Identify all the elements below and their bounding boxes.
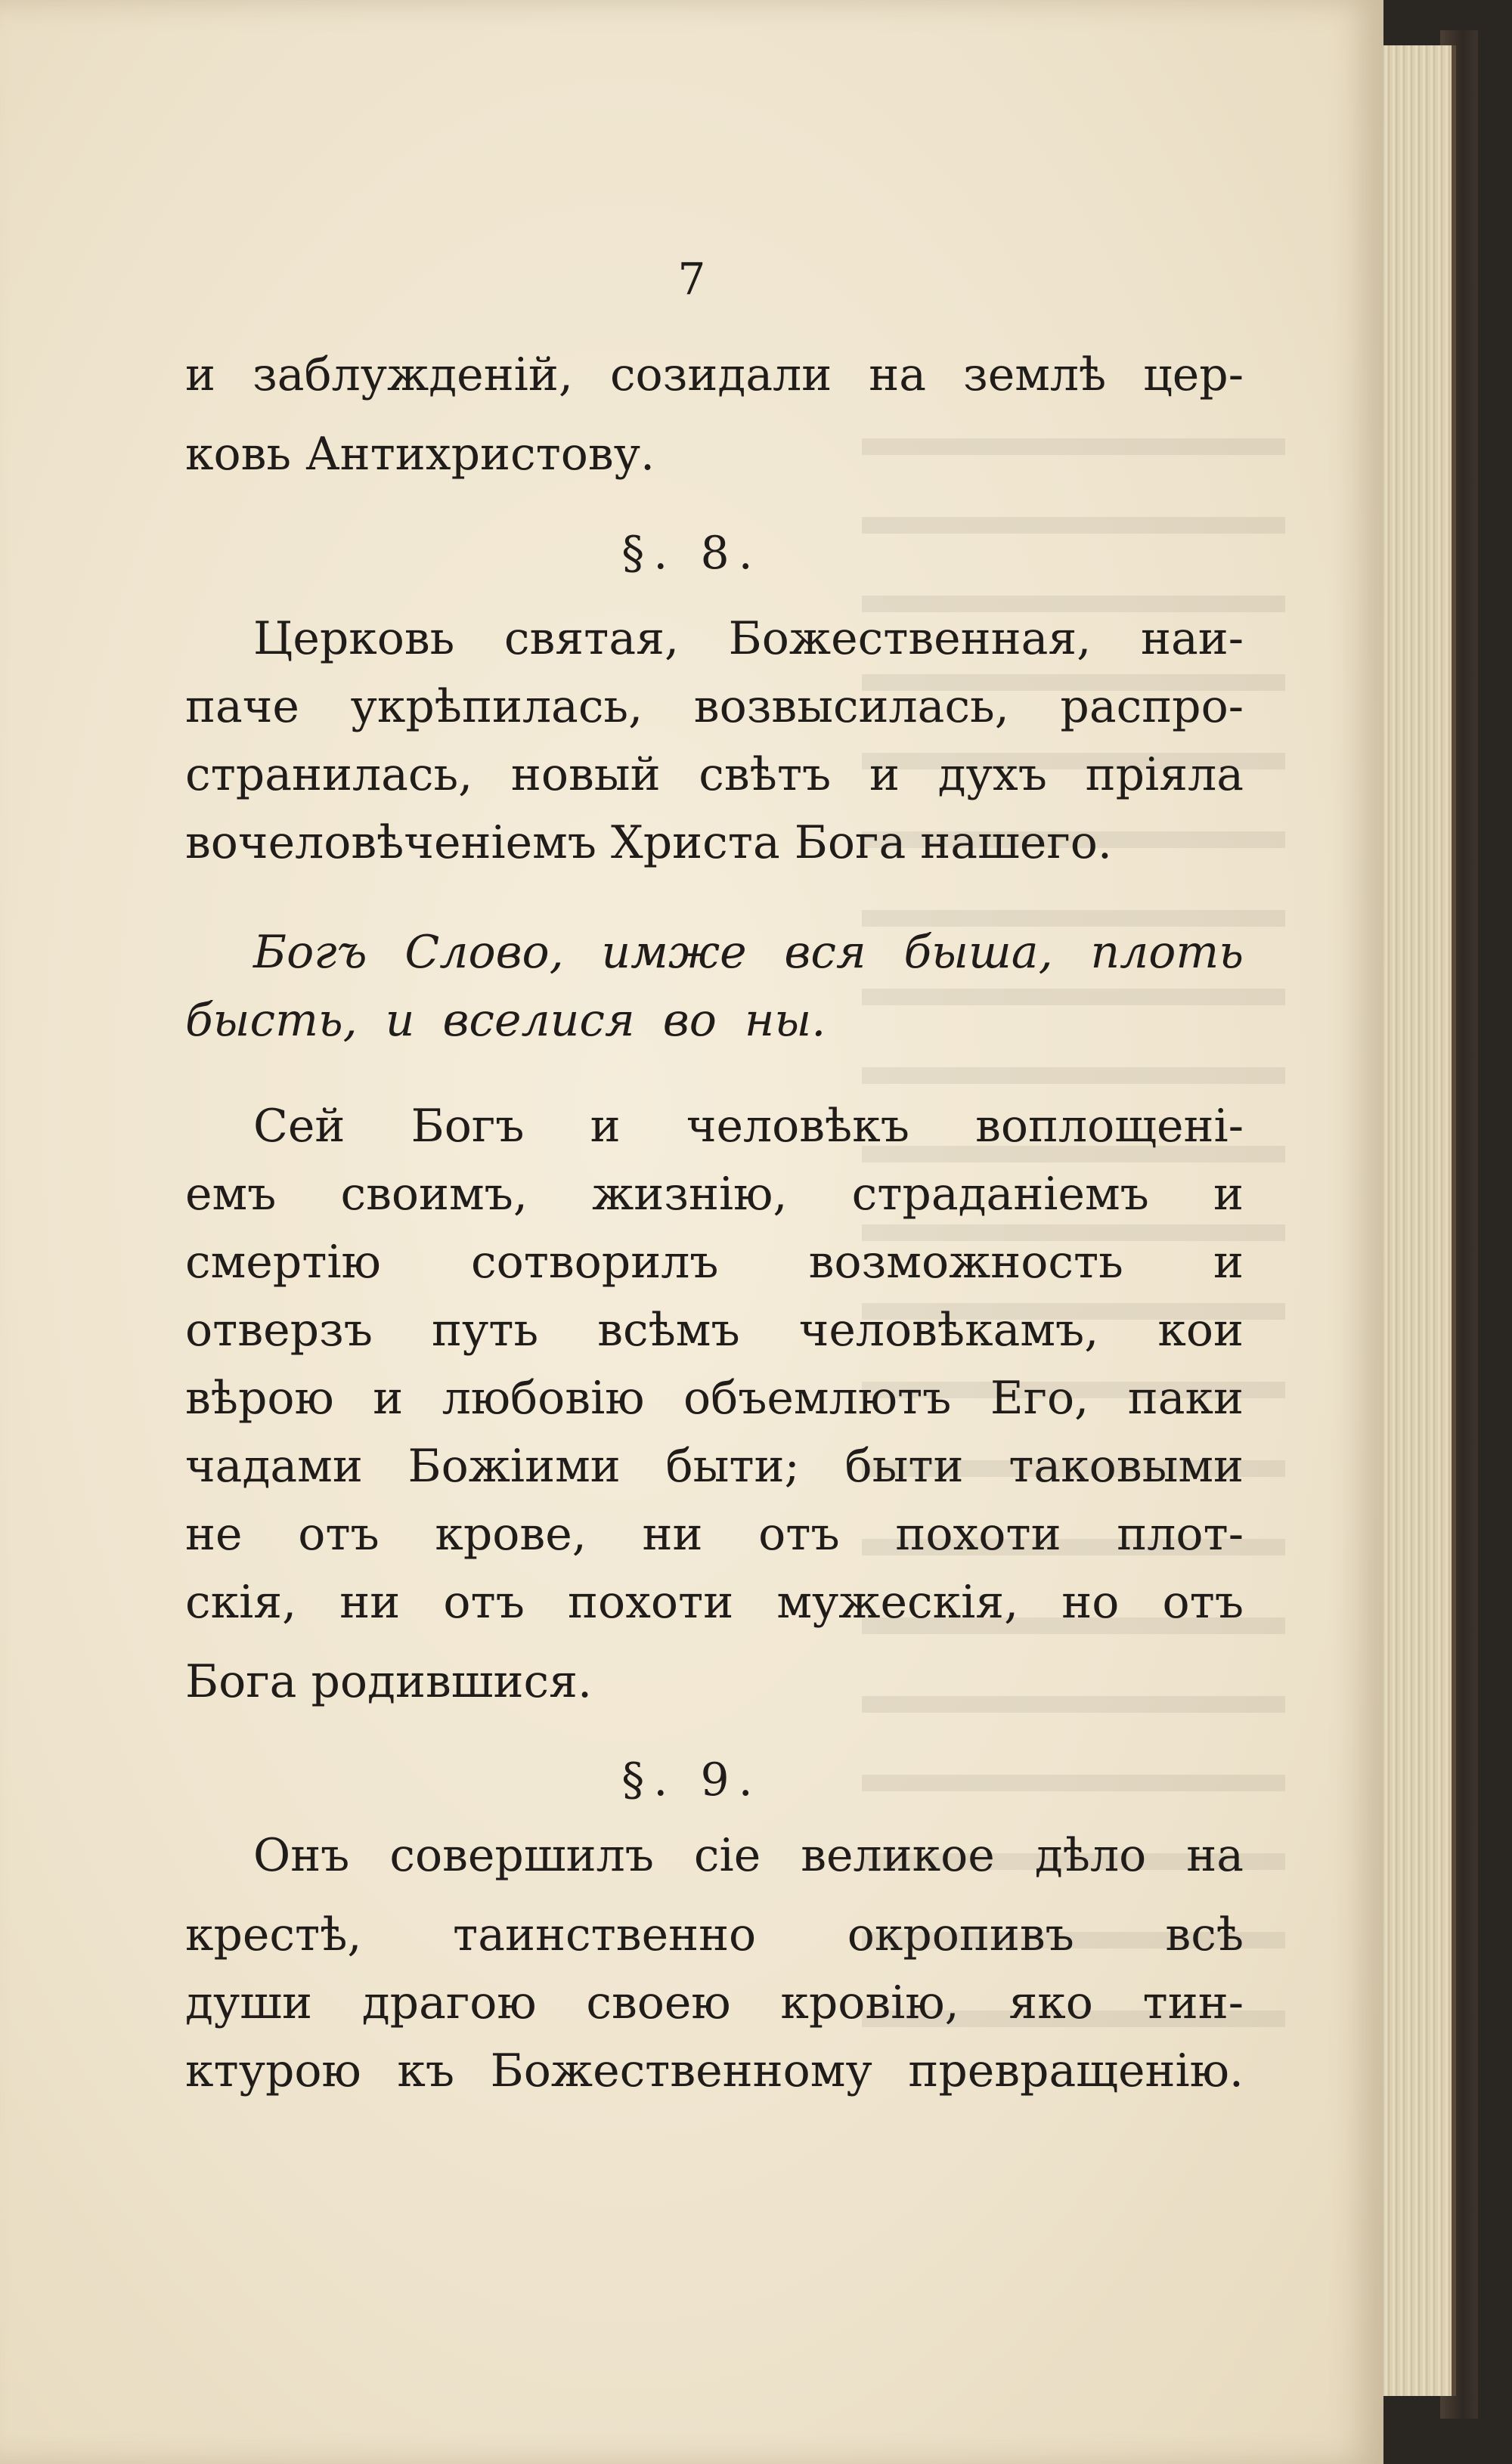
text-line: ктурою къ Божественному превращенію. [185,2045,1244,2097]
page-number: 7 [677,253,706,305]
italic-quote-line: Богъ Слово, имже вся быша, плоть [253,926,1244,979]
text-line: ковь Антихристову. [185,428,655,481]
section-heading: §. 9. [621,1754,762,1806]
text-line: скія, ни отъ похоти мужескія, но отъ [185,1576,1244,1629]
text-line: вѣрою и любовію объемлютъ Его, паки [185,1372,1244,1425]
text-line: вочеловѣченіемъ Христа Бога нашего. [185,816,1112,869]
text-line: странилась, новый свѣтъ и духъ пріяла [185,748,1244,801]
italic-quote-line: бысть, и вселися во ны. [185,994,826,1047]
section-heading: §. 8. [621,527,762,580]
text-line: чадами Божіими быти; быти таковыми [185,1440,1244,1493]
text-line: Сей Богъ и человѣкъ воплощені- [253,1100,1244,1153]
text-line: души драгою своею кровію, яко тин- [185,1976,1244,2029]
text-line: смертію сотворилъ возможность и [185,1236,1244,1289]
text-line: паче укрѣпилась, возвысилась, распро- [185,680,1244,733]
text-line: и заблужденій, созидали на землѣ цер- [185,348,1244,401]
text-line: отверзъ путь всѣмъ человѣкамъ, кои [185,1304,1244,1357]
text-line: крестѣ, таинственно окропивъ всѣ [185,1908,1244,1961]
text-line: Церковь святая, Божественная, наи- [253,612,1244,665]
text-line: Онъ совершилъ сіе великое дѣло на [253,1829,1244,1882]
text-line: емъ своимъ, жизнію, страданіемъ и [185,1168,1244,1221]
text-line: не отъ крове, ни отъ похоти плот- [185,1508,1244,1561]
text-line: Бога родившися. [185,1655,593,1708]
